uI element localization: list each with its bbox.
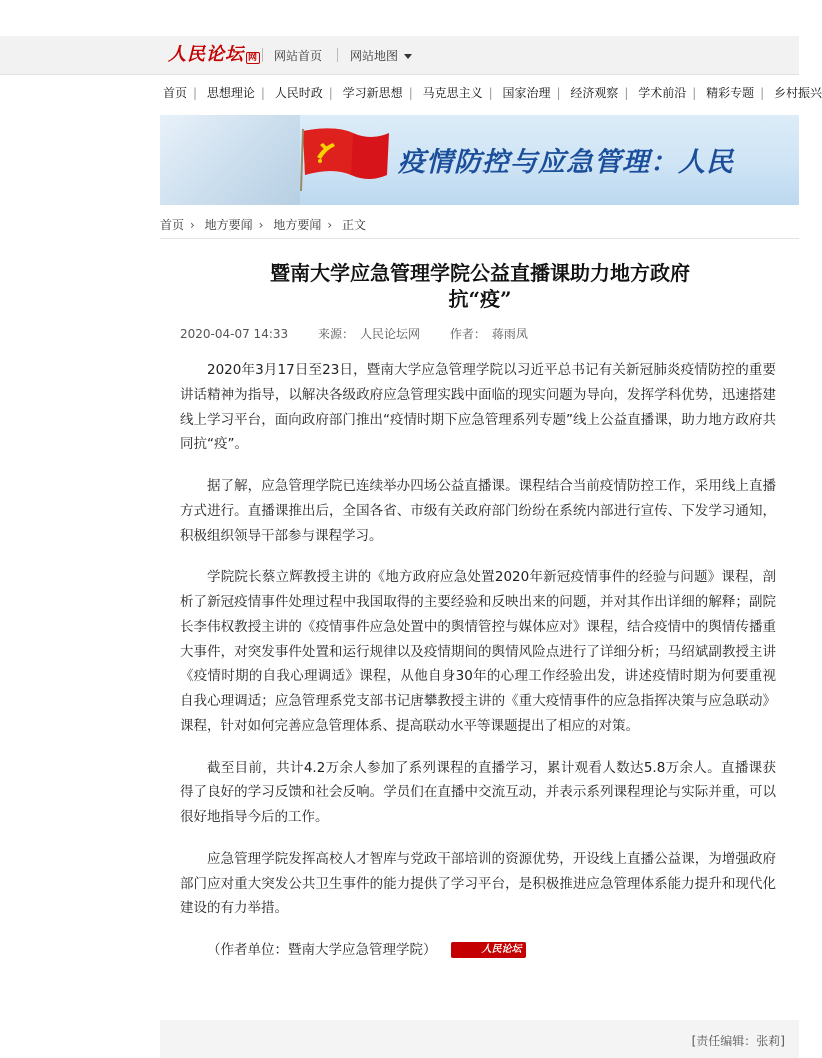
author-signature [180, 938, 776, 963]
nav-item[interactable]: 学习新思想 [342, 86, 403, 100]
paragraph: 据了解，应急管理学院已连续举办四场公益直播课。课程结合当前疫情防控工作，采用线上直播方式进行。直播课推出后，全国各省、市级有关政府部门纷纷在系统内部进行宣传、下发学习通知，积极组织领导干部参与课程学习。 [180, 477, 776, 544]
chevron-right-icon: › [258, 218, 264, 232]
article-body [180, 358, 776, 980]
home-link[interactable]: 网站首页 [274, 49, 323, 63]
party-flag-icon [295, 125, 395, 199]
site-logo[interactable] [168, 43, 260, 67]
topic-banner[interactable] [160, 115, 799, 205]
main-nav: 首页 | 思想理论 | 人民时政 | 学习新思想 | 马克思主义 | 国家治理 | 经济观察 | 学术前沿 | 精彩专题 | 乡村振兴 [163, 86, 822, 100]
divider [262, 48, 263, 62]
sitemap-label: 网站地图 [350, 49, 399, 63]
breadcrumb [160, 216, 366, 233]
paragraph: 截至目前，共计4.2万余人参加了系列课程的直播学习，累计观看人数达5.8万余人。直播课获得了良好的学习反馈和社会反响。学员们在直播中交流互动，并表示系列课程理论与实际并重，可以很好地指导今后的工作。 [180, 759, 776, 826]
nav-item[interactable]: 人民时政 [274, 86, 323, 100]
author-value: 蒋雨凤 [491, 327, 528, 341]
banner-title: 疫情防控与应急管理：人民 [398, 147, 734, 178]
site-stamp-logo: 人民论坛 [451, 942, 526, 958]
breadcrumb-item-current: 正文 [341, 218, 366, 232]
logo-text: 人民论坛 [168, 44, 244, 65]
author-label: 作者： [449, 327, 486, 341]
nav-item[interactable]: 首页 [163, 86, 188, 100]
article-meta [180, 325, 554, 342]
great-wall-image [160, 115, 300, 205]
title-line: 暨南大学应急管理学院公益直播课助力地方政府 [270, 261, 690, 285]
chevron-right-icon: › [327, 218, 333, 232]
article-title [200, 260, 760, 312]
signature-text: （作者单位：暨南大学应急管理学院） [207, 941, 437, 958]
nav-item[interactable]: 国家治理 [502, 86, 551, 100]
divider [337, 48, 338, 62]
nav-item[interactable]: 经济观察 [570, 86, 619, 100]
nav-item[interactable]: 乡村振兴 [774, 86, 822, 100]
logo-suffix: 网 [248, 53, 259, 63]
sitemap-link[interactable] [350, 47, 412, 64]
top-bar [0, 36, 799, 75]
chevron-right-icon: › [190, 218, 195, 232]
nav-item[interactable]: 思想理论 [206, 86, 255, 100]
chevron-down-icon [404, 54, 412, 59]
breadcrumb-item[interactable]: 地方要闻 [273, 218, 322, 232]
source-value: 人民论坛网 [359, 327, 420, 341]
divider [160, 238, 799, 239]
nav-item[interactable]: 学术前沿 [638, 86, 687, 100]
paragraph: 2020年3月17日至23日，暨南大学应急管理学院以习近平总书记有关新冠肺炎疫情防控的重要讲话精神为指导，以解决各级政府应急管理实践中面临的现实问题为导向，发挥学科优势，迅速搭建线上学习平台，面向政府部门推出“疫情时期下应急管理系列专题”线上公益直播课，助力地方政府共同抗“疫”。 [180, 362, 776, 453]
breadcrumb-item[interactable]: 首页 [160, 218, 185, 232]
editor-bar [160, 1020, 799, 1058]
nav-item[interactable]: 马克思主义 [422, 86, 483, 100]
paragraph: 学院院长蔡立辉教授主讲的《地方政府应急处置2020年新冠疫情事件的经验与问题》课程，剖析了新冠疫情事件处理过程中我国取得的主要经验和反映出来的问题，并对其作出详细的解释；副院长李伟权教授主讲的《疫情事件应急处置中的舆情管控与媒体应对》课程，结合疫情中的舆情传播重大事件，对突发事件处置和运行规律以及疫情期间的舆情风险点进行了详细分析；马绍斌副教授主讲《疫情时期的自我心理调适》课程，从他自身30年的心理工作经验出发，讲述疫情时期为何要重视自我心理调适；应急管理系党支部书记唐攀教授主讲的《重大疫情事件的应急指挥决策与应急联动》课程，针对如何完善应急管理体系、提高联动水平等课题提出了相应的对策。 [180, 569, 776, 734]
breadcrumb-item[interactable]: 地方要闻 [204, 218, 253, 232]
paragraph: 应急管理学院发挥高校人才智库与党政干部培训的资源优势，开设线上直播公益课，为增强政府部门应对重大突发公共卫生事件的能力提供了学习平台，是积极推进应急管理体系能力提升和现代化建设的有力举措。 [180, 850, 776, 917]
source-label: 来源： [317, 327, 354, 341]
nav-item[interactable]: 精彩专题 [706, 86, 755, 100]
publish-date: 2020-04-07 14:33 [180, 327, 289, 341]
title-line: 抗“疫” [448, 287, 512, 311]
responsible-editor: [责任编辑：张莉] [691, 1034, 785, 1048]
